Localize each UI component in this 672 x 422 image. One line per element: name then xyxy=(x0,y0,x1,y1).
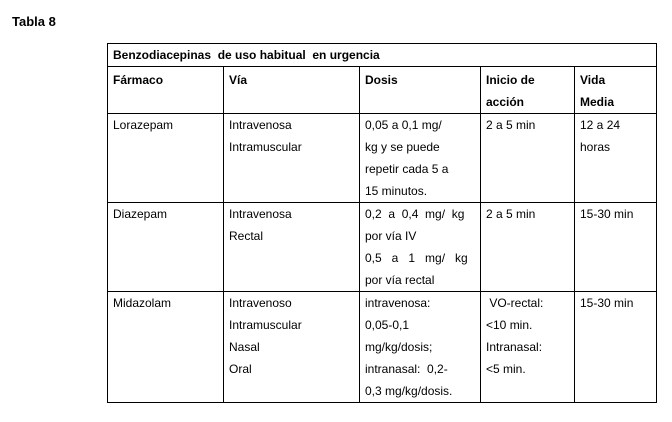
via-line: Intramuscular xyxy=(229,318,302,332)
via-line: Intravenosa xyxy=(229,118,292,132)
dosis-line: por vía IV xyxy=(365,229,417,243)
table-caption: Benzodiacepinas de uso habitual en urgencia xyxy=(108,44,657,67)
via-line: Intravenoso xyxy=(229,296,292,310)
table-header-row xyxy=(108,67,657,114)
vida-line: horas xyxy=(580,140,611,154)
dosis-line: por vía rectal xyxy=(365,273,435,287)
table-caption-row xyxy=(108,44,657,67)
cell-farmaco: Lorazepam xyxy=(108,114,224,203)
cell-farmaco: Diazepam xyxy=(108,203,224,292)
cell-via xyxy=(224,114,360,203)
dosis-line: 15 minutos. xyxy=(365,184,428,198)
dosis-line: intravenosa: xyxy=(365,296,431,310)
via-line: Oral xyxy=(229,362,252,376)
inicio-line: <10 min. xyxy=(486,318,533,332)
header-vida-line: Vida xyxy=(580,73,606,87)
cell-vida xyxy=(575,203,657,292)
cell-dosis xyxy=(360,203,481,292)
benzodiazepine-table xyxy=(107,43,657,403)
cell-vida xyxy=(575,292,657,403)
via-line: Rectal xyxy=(229,229,264,243)
inicio-line: VO-rectal: xyxy=(486,296,544,310)
cell-vida xyxy=(575,114,657,203)
via-line: Intravenosa xyxy=(229,207,292,221)
dosis-line: repetir cada 5 a xyxy=(365,162,449,176)
header-farmaco: Fármaco xyxy=(108,67,224,114)
cell-inicio xyxy=(481,203,575,292)
header-inicio-line: Inicio de xyxy=(486,73,535,87)
dosis-line: mg/kg/dosis; xyxy=(365,340,433,354)
dosis-line: 0,2 a 0,4 mg/ kg xyxy=(365,207,465,221)
vida-line: 12 a 24 xyxy=(580,118,621,132)
inicio-line: 2 a 5 min xyxy=(486,207,536,221)
dosis-line: 0,5 a 1 mg/ kg xyxy=(365,251,468,265)
header-dosis: Dosis xyxy=(360,67,481,114)
table-row xyxy=(108,114,657,203)
cell-inicio xyxy=(481,114,575,203)
dosis-line: 0,05-0,1 xyxy=(365,318,410,332)
inicio-line: 2 a 5 min xyxy=(486,118,536,132)
table-row xyxy=(108,292,657,403)
dosis-line: intranasal: 0,2- xyxy=(365,362,448,376)
dosis-line: kg y se puede xyxy=(365,140,440,154)
header-vida xyxy=(575,67,657,114)
inicio-line: <5 min. xyxy=(486,362,526,376)
cell-via xyxy=(224,292,360,403)
cell-dosis xyxy=(360,114,481,203)
header-via: Vía xyxy=(224,67,360,114)
cell-via xyxy=(224,203,360,292)
header-inicio xyxy=(481,67,575,114)
header-inicio-line: acción xyxy=(486,95,525,109)
via-line: Nasal xyxy=(229,340,260,354)
table-row xyxy=(108,203,657,292)
vida-line: 15-30 min xyxy=(580,296,634,310)
dosis-line: 0,05 a 0,1 mg/ xyxy=(365,118,442,132)
document-title: Tabla 8 xyxy=(12,14,56,29)
cell-dosis xyxy=(360,292,481,403)
header-vida-line: Media xyxy=(580,95,615,109)
via-line: Intramuscular xyxy=(229,140,302,154)
dosis-line: 0,3 mg/kg/dosis. xyxy=(365,384,453,398)
cell-inicio xyxy=(481,292,575,403)
cell-farmaco: Midazolam xyxy=(108,292,224,403)
vida-line: 15-30 min xyxy=(580,207,634,221)
inicio-line: Intranasal: xyxy=(486,340,543,354)
